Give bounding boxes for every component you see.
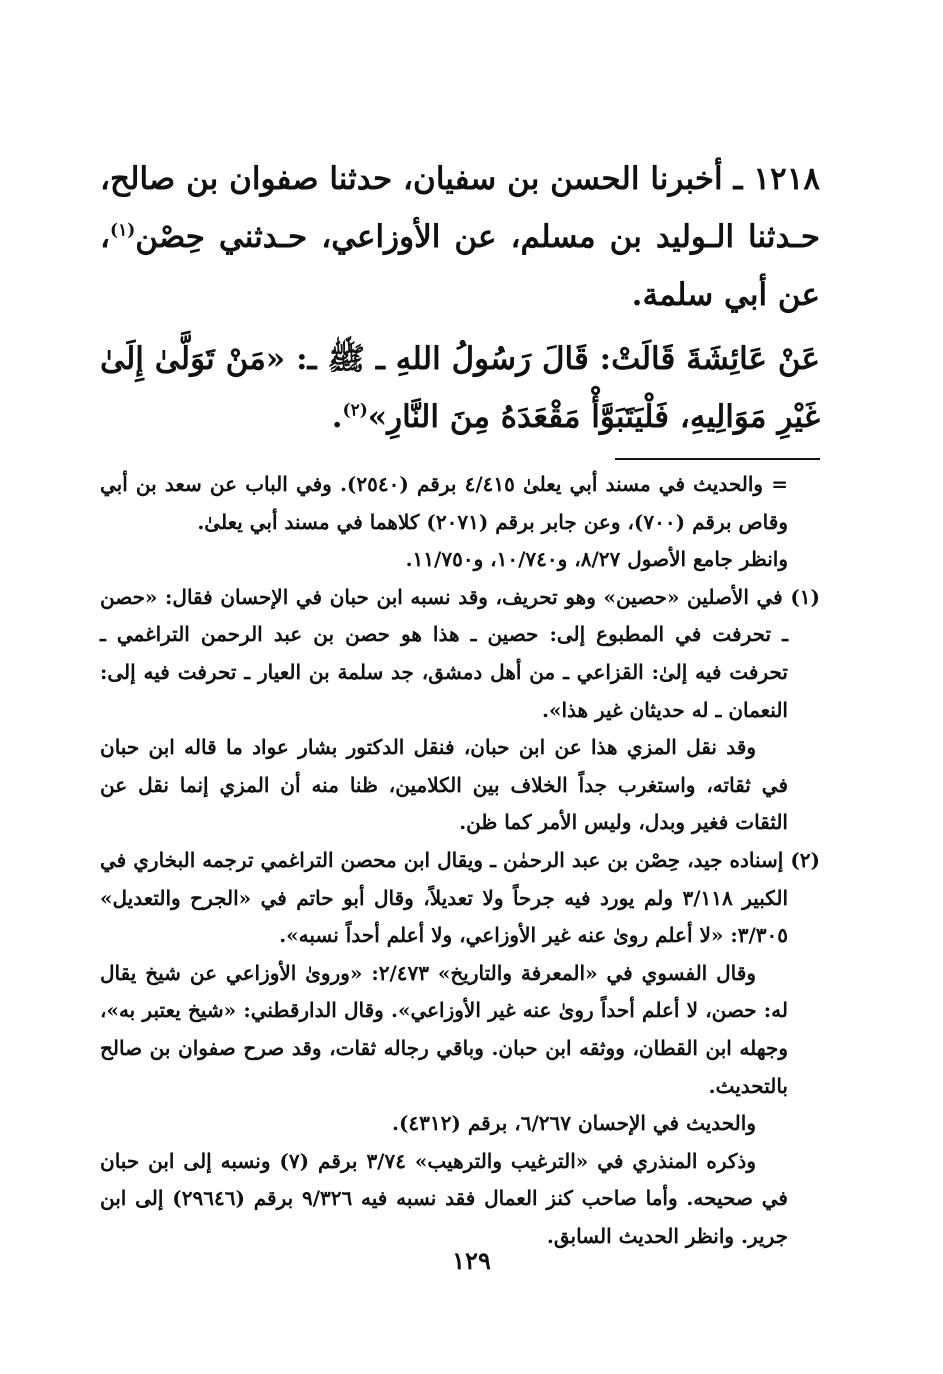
main-paragraph-end: ، عن أبي سلمة. (100, 219, 820, 313)
footnote-2-fasawi: وقال الفسوي في «المعرفة والتاريخ» ٢/٤٧٣: «وروىٰ الأوزاعي عن شيخ يقال له: حصن، لا أعلم أحداً روىٰ عنه غير الأوزاعي». وقال الدارقطني: «شيخ يعتبر به»، وجهله ابن القطان، ووثقه ابن حبان. وباقي رجاله ثقات، وقد صرح صفوان بن صالح بالتحديث. (100, 960, 788, 1098)
footnote-1-continued: وقد نقل المزي هذا عن ابن حبان، فنقل الدكتور بشار عواد ما قاله ابن حبان في ثقاته، واستغرب جداً الخلاف بين الكلامين، ظنا منه أن المزي إنما نقل عن الثقات فغير وبدل، وليس الأمر كما ظن. (100, 735, 788, 835)
page-body (100, 150, 820, 1255)
footnote-continuation: = والحديث في مسند أبي يعلىٰ ٤/٤١٥ برقم (٢٥٤٠). وفي الباب عن سعد بن أبي وقاص برقم (٧٠٠)، وعن جابر برقم (٢٠٧١) كلاهما في مسند أبي يعلىٰ. (100, 472, 788, 534)
footnote-ref-1[interactable]: (١) (110, 220, 136, 241)
footnote-ref-2[interactable]: (٢) (342, 400, 368, 421)
footnote-2-ihsan: والحديث في الإحسان ٦/٢٦٧، برقم (٤٣١٢). (391, 1111, 756, 1136)
footnote-1: (١) في الأصلين «حصين» وهو تحريف، وقد نسبه ابن حبان في الإحسان فقال: «حصن ـ تحرفت في المطبوع إلى: حصين ـ هذا هو حصن بن عبد الرحمن التراغمي ـ تحرفت فيه إلىٰ: القزاعي ـ من أهل دمشق، جد سلمة بن العيار ـ تحرفت فيه إلى: النعمان ـ له حديثان غير هذا». (100, 584, 820, 722)
footnote-2: (٢) إسناده جيد، حِصْن بن عبد الرحمٰن ـ ويقال ابن محصن التراغمي ترجمه البخاري في الكبير ٣/١١٨ ولم يورد فيه جرحاً ولا تعديلاً، وقال أبو حاتم في «الجرح والتعديل» ٣/٣٠٥: «لا أعلم روىٰ عنه غير الأوزاعي، ولا أعلم أحداً نسبه». (100, 847, 820, 948)
footnotes (100, 466, 820, 1255)
main-paragraph-text: ١٢١٨ ـ أخبرنا الحسن بن سفيان، حدثنا صفوان بن صالح، حـدثنا الـوليد بن مسلم، عن الأوزاعي، حـدثني حِصْن (100, 161, 820, 255)
page-number: ١٢٩ (452, 1246, 491, 1275)
hadith-body: عَنْ عَائِشَةَ قَالَتْ: قَالَ رَسُولُ اللهِ ـ ﷺ ـ: «مَنْ تَوَلَّىٰ إِلَىٰ غَيْرِ مَوَالِيهِ، فَلْيَتَبَوَّأْ مَقْعَدَهُ مِنَ النَّارِ» (100, 341, 820, 435)
hadith-end: . (331, 399, 343, 435)
footnote-divider (615, 458, 820, 460)
footnote-continuation-ref: وانظر جامع الأصول ٨/٢٧، و١٠/٧٤٠، و١١/٧٥٠. (405, 547, 788, 572)
main-paragraph (100, 150, 820, 324)
footnote-2-mundhiri: وذكره المنذري في «الترغيب والترهيب» ٣/٧٤ برقم (٧) ونسبه إلى ابن حبان في صحيحه. وأما صاحب كنز العمال فقد نسبه فيه ٩/٣٢٦ برقم (٢٩٦٤٦) إلى ابن جرير. وانظر الحديث السابق. (100, 1148, 788, 1248)
hadith-text (100, 330, 820, 446)
